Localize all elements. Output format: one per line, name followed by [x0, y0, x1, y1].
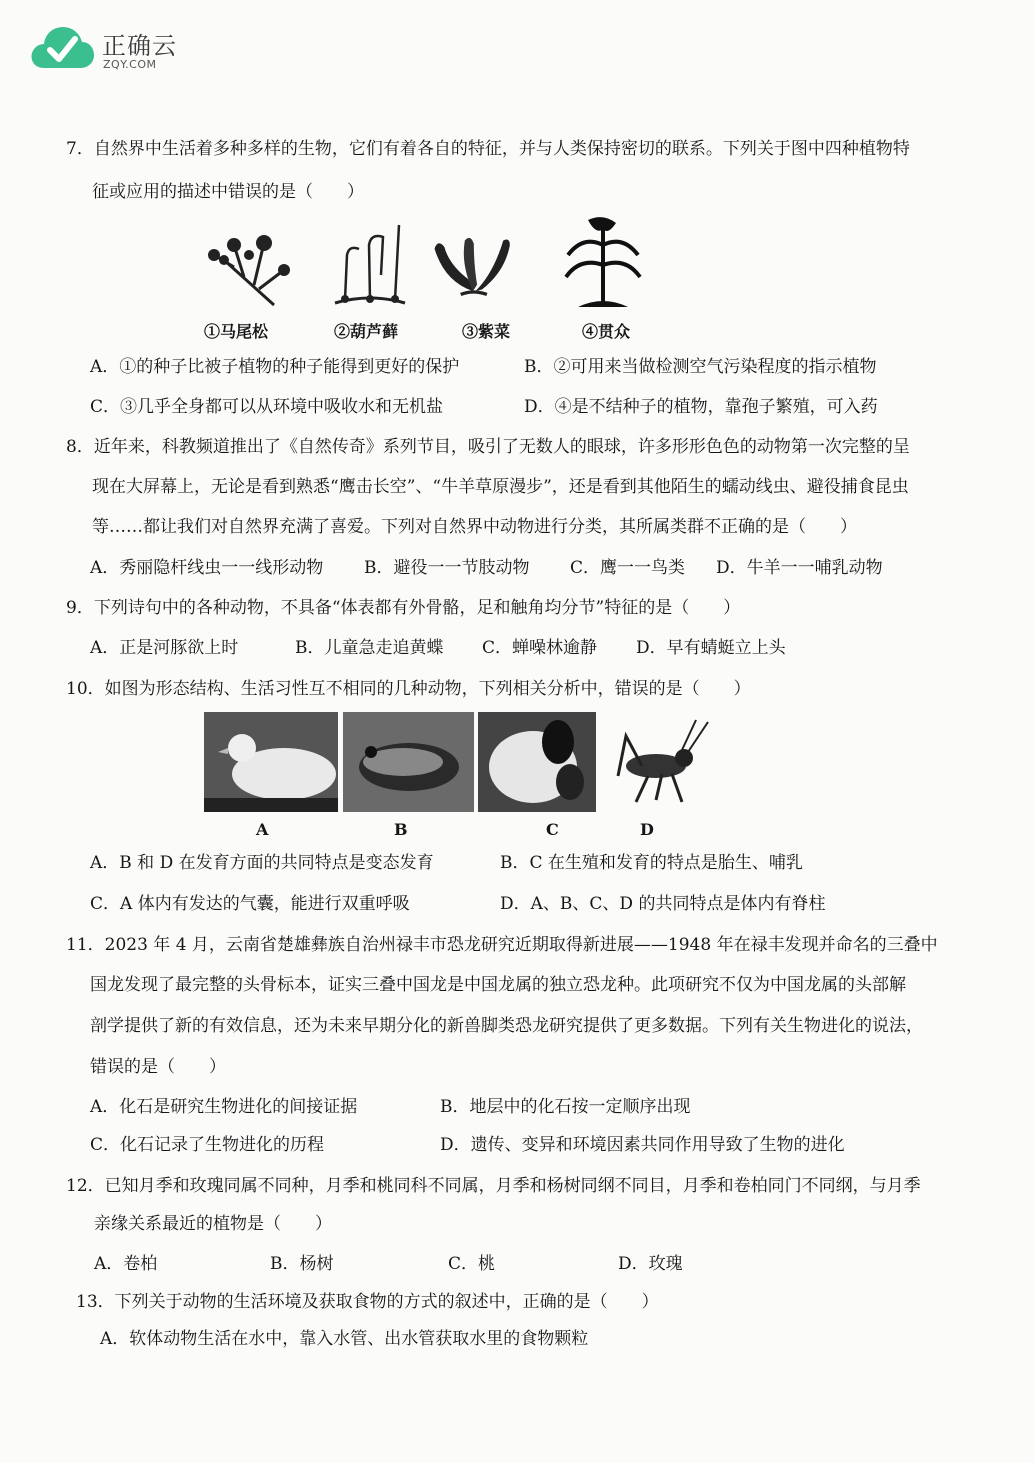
q7-stem-line2: 征或应用的描述中错误的是（ ）: [92, 182, 364, 202]
q8-stem-line2: 现在大屏幕上，无论是看到熟悉“鹰击长空”、“牛羊草原漫步”，还是看到其他陌生的蠕动线虫、避役捕食昆虫: [92, 477, 909, 497]
q7-label-1: ①马尾松: [204, 322, 269, 341]
q9-stem-line1: 9．下列诗句中的各种动物，不具备“体表都有外骨骼，足和触角均分节”特征的是（ ）: [66, 598, 741, 618]
q11-option-a: A．化石是研究生物进化的间接证据: [90, 1097, 358, 1117]
q12-option-c: C．桃: [448, 1254, 496, 1274]
q12-option-a: A．卷柏: [94, 1254, 158, 1274]
q11-stem-line3: 剖学提供了新的有效信息，还为未来早期分化的新兽脚类恐龙研究提供了更多数据。下列有关生物进化的说法，: [90, 1016, 923, 1036]
grasshopper-icon: [612, 716, 712, 812]
moss-icon: [325, 215, 415, 315]
q11-option-c: C．化石记录了生物进化的历程: [90, 1135, 325, 1155]
q12-option-b: B．杨树: [270, 1254, 334, 1274]
q10-label-b: B: [394, 820, 408, 839]
pine-icon: [204, 215, 294, 315]
fern-icon: [558, 215, 648, 315]
q7-label-3: ③紫菜: [462, 322, 511, 341]
cloud-check-icon: [28, 22, 96, 74]
frog-photo: [343, 712, 474, 812]
pigeon-photo: [204, 712, 338, 812]
q11-stem-line2: 国龙发现了最完整的头骨标本，证实三叠中国龙是中国龙属的独立恐龙种。此项研究不仅为中国龙属的头部解: [90, 975, 906, 995]
q7-option-b: B．②可用来当做检测空气污染程度的指示植物: [524, 357, 877, 377]
q11-option-d: D．遗传、变异和环境因素共同作用导致了生物的进化: [440, 1135, 845, 1155]
q13-option-a: A．软体动物生活在水中，靠入水管、出水管获取水里的食物颗粒: [100, 1329, 589, 1349]
q11-stem-line1: 11．2023 年 4 月，云南省楚雄彝族自治州禄丰市恐龙研究近期取得新进展——1948 年在禄丰发现并命名的三叠中: [66, 935, 938, 955]
q8-stem-line3: 等……都让我们对自然界充满了喜爱。下列对自然界中动物进行分类，其所属类群不正确的是（ ）: [92, 517, 857, 537]
q10-label-a: A: [256, 820, 269, 839]
q12-stem-line2: 亲缘关系最近的植物是（ ）: [94, 1214, 332, 1234]
q11-stem-line4: 错误的是（ ）: [90, 1057, 226, 1077]
panda-photo: [478, 712, 596, 812]
q10-option-a: A．B 和 D 在发育方面的共同特点是变态发育: [90, 853, 434, 873]
q8-stem-line1: 8．近年来，科教频道推出了《自然传奇》系列节目，吸引了无数人的眼球，许多形形色色的动物第一次完整的呈: [66, 437, 910, 457]
logo-name: 正确云: [102, 32, 177, 60]
q7-label-2: ②葫芦藓: [334, 322, 399, 341]
q7-stem-line1: 7．自然界中生活着多种多样的生物，它们有着各自的特征，并与人类保持密切的联系。下列关于图中四种植物特: [66, 139, 910, 159]
q7-label-4: ④贯众: [582, 322, 631, 341]
q9-option-b: B．儿童急走追黄蝶: [295, 638, 444, 658]
q8-option-b: B．避役一一节肢动物: [364, 558, 530, 578]
q10-option-c: C．A 体内有发达的气囊，能进行双重呼吸: [90, 894, 410, 914]
q10-label-d: D: [640, 820, 654, 839]
q7-option-c: C．③几乎全身都可以从环境中吸收水和无机盐: [90, 397, 444, 417]
q7-plant-figures: [200, 215, 660, 345]
q8-option-a: A．秀丽隐杆线虫一一线形动物: [90, 558, 324, 578]
q7-option-a: A．①的种子比被子植物的种子能得到更好的保护: [90, 357, 460, 377]
q8-option-c: C．鹰一一鸟类: [570, 558, 686, 578]
q9-option-c: C．蝉噪林逾静: [482, 638, 598, 658]
q10-animal-figures: [202, 712, 722, 842]
q10-option-b: B．C 在生殖和发育的特点是胎生、哺乳: [500, 853, 803, 873]
q9-option-a: A．正是河豚欲上时: [90, 638, 239, 658]
q10-label-c: C: [546, 820, 559, 839]
q12-option-d: D．玫瑰: [618, 1254, 683, 1274]
q13-stem-line1: 13．下列关于动物的生活环境及获取食物的方式的叙述中，正确的是（ ）: [76, 1292, 659, 1312]
seaweed-icon: [428, 215, 518, 315]
logo-domain: ZQY.COM: [103, 58, 157, 71]
q9-option-d: D．早有蜻蜓立上头: [636, 638, 786, 658]
q10-option-d: D．A、B、C、D 的共同特点是体内有脊柱: [500, 894, 826, 914]
q7-option-d: D．④是不结种子的植物，靠孢子繁殖，可入药: [524, 397, 878, 417]
q8-option-d: D．牛羊一一哺乳动物: [716, 558, 883, 578]
q11-option-b: B．地层中的化石按一定顺序出现: [440, 1097, 691, 1117]
q10-stem-line1: 10．如图为形态结构、生活习性互不相同的几种动物，下列相关分析中，错误的是（ ）: [66, 679, 751, 699]
q12-stem-line1: 12．已知月季和玫瑰同属不同种，月季和桃同科不同属，月季和杨树同纲不同目，月季和卷柏同门不同纲，与月季: [66, 1176, 921, 1196]
zqy-logo: [28, 20, 178, 76]
